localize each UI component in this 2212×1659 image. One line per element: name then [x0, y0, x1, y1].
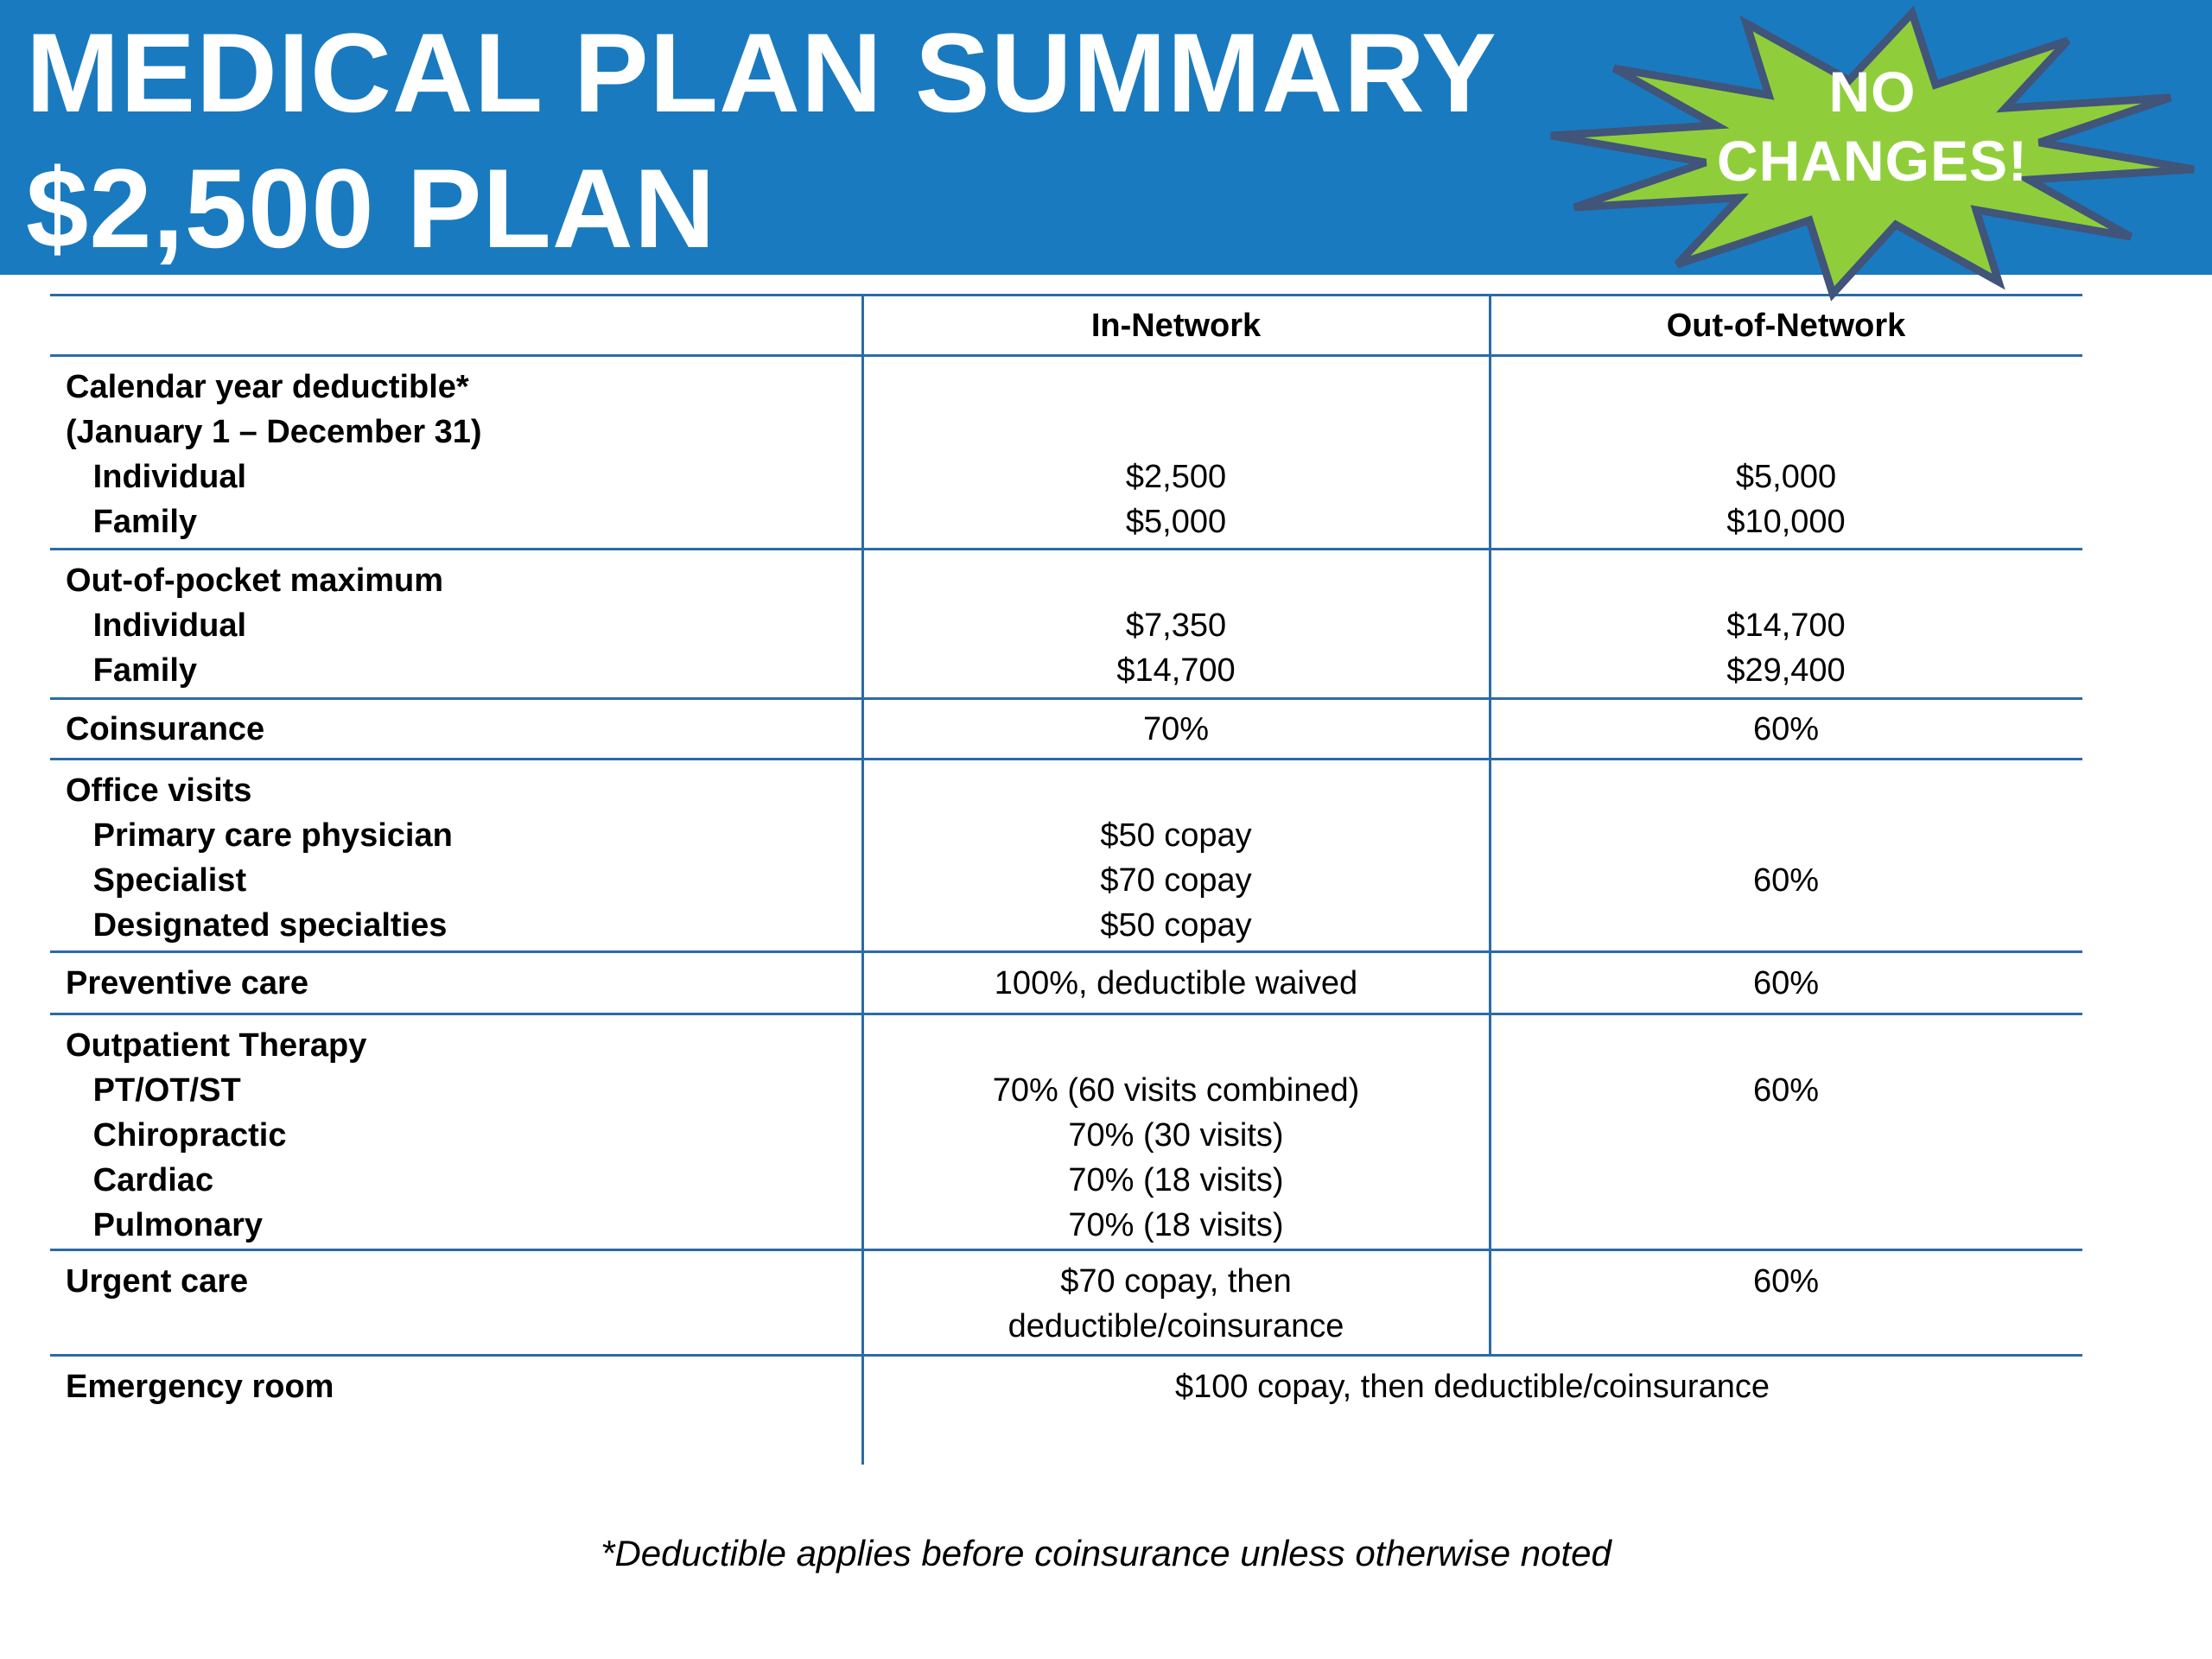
no-changes-badge	[1540, 3, 2205, 304]
cell-line: Preventive care	[66, 964, 308, 1001]
cell-line: 60%	[1752, 1263, 1820, 1300]
cell-line: $70 copay	[1100, 862, 1252, 899]
cell-line	[1490, 1203, 2082, 1248]
out-of-network-cell	[1490, 760, 2082, 950]
cell-line: Primary care physician	[66, 817, 453, 854]
cell-line: $29,400	[1726, 652, 1846, 689]
in-network-cell	[862, 760, 1490, 950]
cell-line: 70% (60 visits combined)	[992, 1072, 1360, 1109]
row-label-cell	[50, 1251, 862, 1354]
in-network-cell	[862, 1015, 1490, 1249]
cell-line: (January 1 – December 31)	[66, 414, 482, 450]
cell-line	[1490, 1113, 2082, 1158]
cell-line: Chiropractic	[66, 1117, 287, 1154]
cell-line: $70 copay, then	[1060, 1263, 1292, 1300]
badge-text-line2: CHANGES!	[1716, 129, 2028, 193]
cell-line: 70% (18 visits)	[1068, 1162, 1284, 1198]
cell-line: deductible/coinsurance	[1007, 1308, 1344, 1344]
cell-line: Out-of-pocket maximum	[66, 563, 444, 599]
cell-line	[1490, 813, 2082, 858]
cell-line: $7,350	[1125, 607, 1227, 644]
cell-line: 60%	[1752, 862, 1820, 899]
row-label-cell	[50, 700, 862, 758]
cell-line: 60%	[1752, 964, 1820, 1001]
badge-text	[1540, 57, 2205, 195]
cell-line	[862, 410, 1490, 454]
cell-line: $50 copay	[1100, 907, 1252, 944]
cell-line: Office visits	[66, 772, 252, 809]
cell-line: Emergency room	[66, 1369, 334, 1405]
in-network-cell	[862, 1251, 1490, 1354]
cell-line: Designated specialties	[66, 907, 448, 944]
table-row-deductible	[50, 357, 2082, 550]
out-of-network-cell	[1490, 700, 2082, 758]
column-header-in-network: In-Network	[1090, 307, 1262, 344]
cell-line: Pulmonary	[66, 1207, 264, 1243]
out-of-network-cell	[1490, 1015, 2082, 1249]
row-label-cell	[50, 1357, 862, 1465]
column-header-out-of-network: Out-of-Network	[1666, 307, 1906, 344]
cell-line: 60%	[1752, 1072, 1820, 1109]
summary-table	[50, 294, 2082, 1465]
row-label-cell	[50, 953, 862, 1013]
cell-line	[1490, 1158, 2082, 1203]
out-of-network-cell	[1490, 953, 2082, 1013]
cell-line: Individual	[66, 607, 247, 644]
cell-line	[1490, 1023, 2082, 1068]
cell-line: Specialist	[66, 862, 247, 899]
cell-line: $2,500	[1125, 459, 1227, 495]
table-row-coinsurance	[50, 700, 2082, 760]
row-label-cell	[50, 550, 862, 697]
in-network-cell	[862, 550, 1490, 697]
table-row-urgent-care	[50, 1251, 2082, 1357]
page-title-line2: $2,500 PLAN	[26, 145, 716, 271]
cell-line: Calendar year deductible*	[66, 369, 469, 405]
cell-line	[1490, 768, 2082, 813]
cell-line: $5,000	[1125, 504, 1227, 540]
cell-line: Individual	[66, 459, 247, 495]
in-network-cell	[862, 700, 1490, 758]
header-label-cell	[50, 296, 862, 354]
out-of-network-cell	[1490, 357, 2082, 548]
in-network-cell	[862, 953, 1490, 1013]
out-of-network-cell	[1490, 1251, 2082, 1354]
cell-line: Outpatient Therapy	[66, 1027, 367, 1064]
in-network-cell	[862, 357, 1490, 548]
cell-line: 70% (30 visits)	[1068, 1117, 1284, 1154]
cell-line: $50 copay	[1100, 817, 1252, 854]
combined-network-cell	[862, 1357, 2082, 1465]
cell-line	[1490, 410, 2082, 454]
table-row-office-visits	[50, 760, 2082, 953]
page-title-line1: MEDICAL PLAN SUMMARY	[26, 10, 1497, 136]
column-divider-2	[1489, 296, 1491, 1357]
column-divider-1	[861, 296, 864, 1465]
cell-line	[1490, 903, 2082, 948]
row-label-cell	[50, 357, 862, 548]
cell-line	[1490, 365, 2082, 410]
page-title	[26, 5, 1497, 276]
cell-line: 100%, deductible waived	[994, 964, 1358, 1001]
footnote: *Deductible applies before coinsurance unless otherwise noted	[601, 1533, 1611, 1573]
cell-line	[862, 768, 1490, 813]
table-row-preventive-care	[50, 953, 2082, 1015]
cell-line	[1490, 558, 2082, 603]
cell-line: Cardiac	[66, 1162, 214, 1198]
out-of-network-cell	[1490, 550, 2082, 697]
cell-line: $14,700	[1116, 652, 1236, 689]
cell-line: Family	[66, 504, 198, 540]
table-header-row	[50, 296, 2082, 357]
cell-line: 70%	[1142, 710, 1210, 747]
cell-line: 60%	[1752, 710, 1820, 747]
cell-line: PT/OT/ST	[66, 1072, 241, 1109]
table-row-oop-maximum	[50, 550, 2082, 700]
cell-line	[862, 365, 1490, 410]
badge-text-line1: NO	[1828, 60, 1916, 124]
row-label-cell	[50, 1015, 862, 1249]
cell-line: $5,000	[1735, 459, 1837, 495]
cell-line: $10,000	[1726, 504, 1846, 540]
cell-line: $14,700	[1726, 607, 1846, 644]
table-row-outpatient-therapy	[50, 1015, 2082, 1251]
cell-line: 70% (18 visits)	[1068, 1207, 1284, 1243]
cell-line: Family	[66, 652, 198, 689]
cell-line	[862, 1023, 1490, 1068]
table-row-emergency-room	[50, 1357, 2082, 1465]
cell-line: Urgent care	[66, 1263, 249, 1300]
row-label-cell	[50, 760, 862, 950]
cell-line: $100 copay, then deductible/coinsurance	[1174, 1369, 1770, 1405]
cell-line: Coinsurance	[66, 710, 265, 747]
cell-line	[862, 558, 1490, 603]
